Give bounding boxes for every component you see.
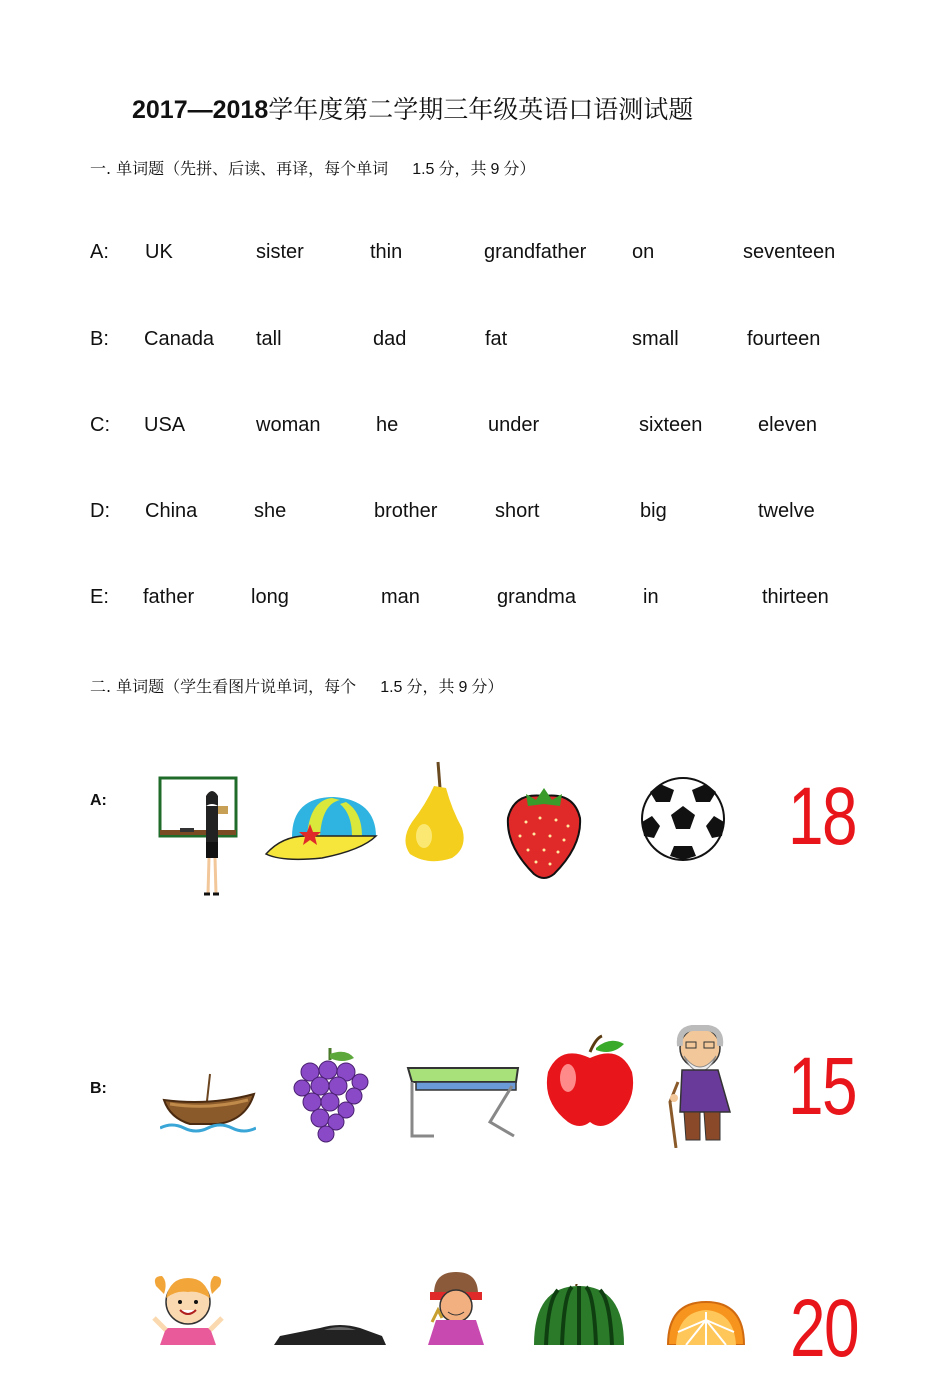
section-2-heading bbox=[90, 674, 503, 697]
word: man bbox=[381, 586, 420, 608]
strawberry-icon bbox=[504, 782, 584, 882]
row-label: E: bbox=[90, 586, 109, 608]
car-icon bbox=[270, 1320, 388, 1345]
word: thin bbox=[370, 241, 403, 263]
word: UK bbox=[145, 241, 173, 263]
word-row-b bbox=[0, 328, 950, 358]
girl-icon bbox=[150, 1272, 226, 1345]
section-2-prefix: 二. 单词题（学生看图片说单词，每个 bbox=[90, 677, 357, 696]
section-2-mid: 分，共 bbox=[406, 677, 455, 696]
word: brother bbox=[374, 500, 438, 522]
title-text: 学年度第二学期三年级英语口语测试题 bbox=[268, 95, 694, 124]
word-row-c bbox=[0, 414, 950, 444]
word: thirteen bbox=[762, 586, 829, 608]
section-1-total: 9 bbox=[490, 161, 500, 178]
picture-row-label-a: A: bbox=[90, 792, 107, 809]
row-label: C: bbox=[90, 414, 110, 436]
apple-icon bbox=[540, 1034, 640, 1130]
word: dad bbox=[373, 328, 407, 350]
cap-icon bbox=[262, 792, 380, 864]
word: USA bbox=[144, 414, 186, 436]
word: tall bbox=[256, 328, 282, 350]
word: fat bbox=[485, 328, 508, 350]
word: sixteen bbox=[639, 414, 703, 436]
word: seventeen bbox=[743, 241, 836, 263]
row-label: B: bbox=[90, 328, 109, 350]
section-2-score: 1.5 bbox=[380, 679, 403, 696]
word: fourteen bbox=[747, 328, 821, 350]
title-years: 2017—2018 bbox=[132, 96, 269, 124]
teacher-icon bbox=[158, 776, 240, 902]
word: grandma bbox=[497, 586, 576, 608]
grandma-icon bbox=[420, 1270, 490, 1345]
boat-icon bbox=[160, 1070, 256, 1134]
word: small bbox=[632, 328, 679, 350]
word: twelve bbox=[758, 500, 815, 522]
row-label: A: bbox=[90, 241, 109, 263]
word: she bbox=[254, 500, 287, 522]
desk-icon bbox=[404, 1062, 522, 1142]
word: on bbox=[632, 241, 655, 263]
word-row-d bbox=[0, 500, 950, 530]
word: sister bbox=[256, 241, 304, 263]
word: in bbox=[643, 586, 659, 608]
word: long bbox=[251, 586, 289, 608]
number-picture: 15 bbox=[788, 1041, 857, 1132]
word: big bbox=[640, 500, 667, 522]
word: China bbox=[145, 500, 198, 522]
word: eleven bbox=[758, 414, 817, 436]
page-title bbox=[132, 90, 693, 126]
section-1-prefix: 一. 单词题（先拼、后读、再译，每个单词 bbox=[90, 159, 389, 178]
row-label: D: bbox=[90, 500, 110, 522]
word: father bbox=[143, 586, 195, 608]
word: short bbox=[495, 500, 540, 522]
word-row-a bbox=[0, 241, 950, 271]
section-1-suffix: 分） bbox=[503, 159, 536, 178]
number-picture: 18 bbox=[788, 771, 857, 862]
section-2-total: 9 bbox=[458, 679, 468, 696]
word-row-e bbox=[0, 586, 950, 616]
picture-row-label-b: B: bbox=[90, 1080, 107, 1097]
word: he bbox=[376, 414, 399, 436]
section-1-heading bbox=[90, 156, 535, 179]
orange-icon bbox=[666, 1300, 746, 1345]
word: woman bbox=[256, 414, 321, 436]
section-1-mid: 分，共 bbox=[438, 159, 487, 178]
football-icon bbox=[640, 776, 726, 862]
section-2-suffix: 分） bbox=[471, 677, 504, 696]
number-picture: 20 bbox=[790, 1283, 859, 1374]
pear-icon bbox=[398, 758, 470, 864]
word: Canada bbox=[144, 328, 215, 350]
watermelon-icon bbox=[532, 1284, 626, 1345]
grapes-icon bbox=[290, 1046, 370, 1144]
section-1-score: 1.5 bbox=[412, 161, 435, 178]
grandpa-icon bbox=[660, 1022, 744, 1148]
word: grandfather bbox=[484, 241, 587, 263]
word: under bbox=[488, 414, 540, 436]
